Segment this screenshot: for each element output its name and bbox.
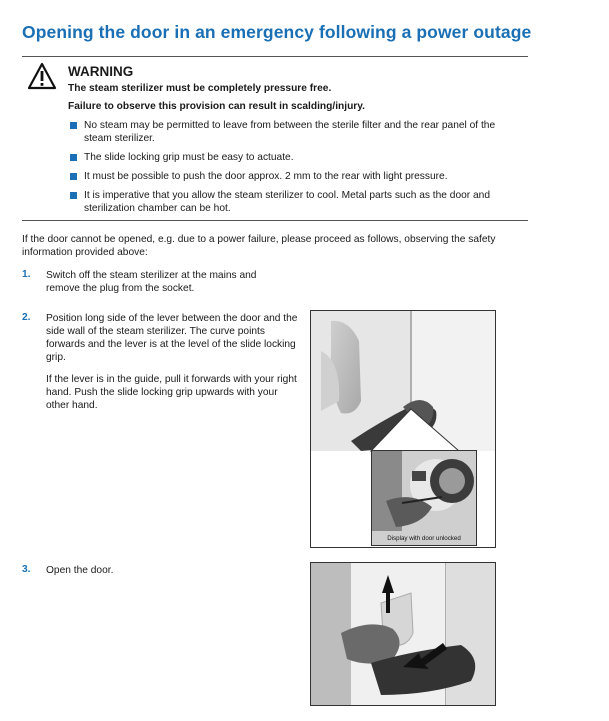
warning-bullet-list <box>68 119 518 221</box>
bullet-text: It must be possible to push the door approx. 2 mm to the rear with light pressure. <box>84 171 448 182</box>
warning-bottom-rule <box>22 220 528 221</box>
bullet-square-icon <box>70 154 77 161</box>
bullet-square-icon <box>70 122 77 129</box>
warning-triangle-icon <box>27 62 57 90</box>
warning-bullet <box>68 189 518 215</box>
bullet-square-icon <box>70 173 77 180</box>
page-title: Opening the door in an emergency following a power outage <box>22 22 532 42</box>
inset-caption: Display with door unlocked <box>387 535 461 542</box>
warning-bullet <box>68 119 518 145</box>
bullet-text: No steam may be permitted to leave from between the sterile filter and the rear panel of the steam sterilizer. <box>84 120 496 144</box>
step-text-continued: If the lever is in the guide, pull it forwards with your right hand. Push the slide locking grip upwards with your other hand. <box>46 374 297 411</box>
warning-line-1: The steam sterilizer must be completely pressure free. <box>68 83 332 94</box>
bullet-square-icon <box>70 192 77 199</box>
inset-display-unlocked <box>371 450 477 546</box>
intro-text: If the door cannot be opened, e.g. due to a power failure, please proceed as follows, observing the safety information provided above: <box>22 234 496 258</box>
step-number: 2. <box>22 312 31 323</box>
warning-bullet <box>68 151 518 164</box>
step-text: Switch off the steam sterilizer at the mains and remove the plug from the socket. <box>46 270 257 294</box>
title-rule <box>22 56 528 57</box>
photo-opening-door <box>310 562 496 706</box>
bullet-text: It is imperative that you allow the steam sterilizer to cool. Metal parts such as the door and sterilization chamber can be hot. <box>84 190 490 214</box>
step-text: Position long side of the lever between the door and the side wall of the steam sterilizer. The curve points forwards and the lever is at the level of the slide locking grip. <box>46 313 298 363</box>
step-text: Open the door. <box>46 565 114 576</box>
warning-line-2: Failure to observe this provision can result in scalding/injury. <box>68 101 366 112</box>
step-number: 1. <box>22 269 31 280</box>
warning-heading: WARNING <box>68 64 134 79</box>
step-number: 3. <box>22 564 31 575</box>
bullet-text: The slide locking grip must be easy to actuate. <box>84 152 294 163</box>
warning-bullet <box>68 170 518 183</box>
